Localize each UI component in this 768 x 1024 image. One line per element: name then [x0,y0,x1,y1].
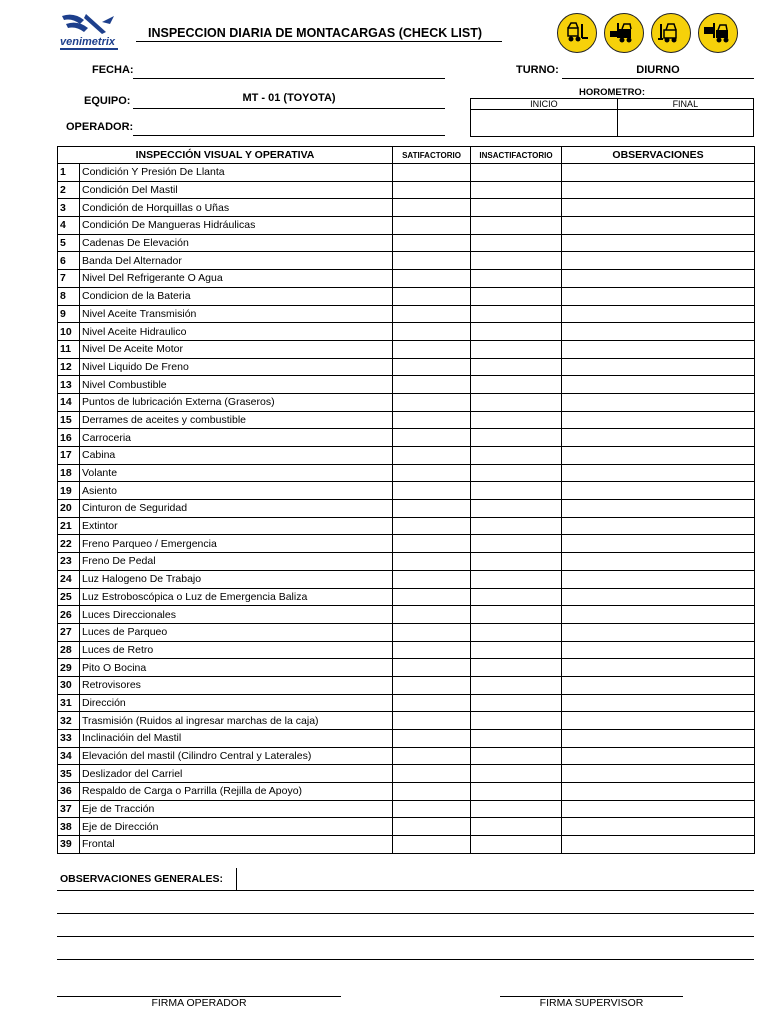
table-row [58,252,755,270]
insatisfactorio-cell[interactable] [471,606,562,624]
satisfactorio-cell[interactable] [393,641,471,659]
observaciones-cell[interactable] [562,447,755,465]
observaciones-line[interactable] [57,936,754,937]
row-item: Nivel Aceite Transmisión [80,305,393,323]
page-title: INSPECCION DIARIA DE MONTACARGAS (CHECK LIST) [148,26,483,40]
observaciones-cell[interactable] [562,694,755,712]
satisfactorio-cell[interactable] [393,800,471,818]
satisfactorio-cell[interactable] [393,606,471,624]
row-number: 32 [58,712,80,730]
row-item: Nivel Aceite Hidraulico [80,323,393,341]
observaciones-cell[interactable] [562,411,755,429]
row-item: Eje de Tracción [80,800,393,818]
table-row [58,588,755,606]
satisfactorio-cell[interactable] [393,553,471,571]
satisfactorio-cell[interactable] [393,783,471,801]
insatisfactorio-cell[interactable] [471,730,562,748]
header-observaciones: OBSERVACIONES [562,147,755,164]
satisfactorio-cell[interactable] [393,358,471,376]
satisfactorio-cell[interactable] [393,836,471,854]
observaciones-cell[interactable] [562,606,755,624]
inspection-table [57,146,755,854]
insatisfactorio-cell[interactable] [471,287,562,305]
row-item: Luz Halogeno De Trabajo [80,570,393,588]
observaciones-cell[interactable] [562,623,755,641]
final-label: FINAL [617,99,753,110]
table-row [58,500,755,518]
observaciones-divider [236,868,237,890]
turno-field[interactable] [562,78,754,79]
insatisfactorio-cell[interactable] [471,765,562,783]
row-number: 11 [58,340,80,358]
row-number: 24 [58,570,80,588]
row-number: 34 [58,747,80,765]
row-number: 29 [58,659,80,677]
insatisfactorio-cell[interactable] [471,429,562,447]
observaciones-cell[interactable] [562,252,755,270]
row-item: Luces Direccionales [80,606,393,624]
inicio-label: INICIO [471,99,618,110]
observaciones-line[interactable] [57,959,754,960]
row-number: 37 [58,800,80,818]
insatisfactorio-cell[interactable] [471,305,562,323]
row-item: Carroceria [80,429,393,447]
table-row [58,712,755,730]
row-item: Cabina [80,447,393,465]
row-number: 16 [58,429,80,447]
satisfactorio-cell[interactable] [393,765,471,783]
satisfactorio-cell[interactable] [393,447,471,465]
observaciones-cell[interactable] [562,358,755,376]
insatisfactorio-cell[interactable] [471,588,562,606]
row-item: Condición de Horquillas o Uñas [80,199,393,217]
horometro-table [470,98,754,137]
satisfactorio-cell[interactable] [393,517,471,535]
observaciones-cell[interactable] [562,482,755,500]
satisfactorio-cell[interactable] [393,464,471,482]
table-row [58,836,755,854]
table-row [58,358,755,376]
insatisfactorio-cell[interactable] [471,783,562,801]
insatisfactorio-cell[interactable] [471,411,562,429]
observaciones-cell[interactable] [562,199,755,217]
row-item: Freno Parqueo / Emergencia [80,535,393,553]
row-number: 6 [58,252,80,270]
header-satisfactorio: SATIFACTORIO [393,147,471,164]
logo-text: venimetrix [60,36,116,48]
table-row [58,641,755,659]
observaciones-cell[interactable] [562,570,755,588]
row-number: 17 [58,447,80,465]
row-item: Condición Y Presión De Llanta [80,164,393,182]
insatisfactorio-cell[interactable] [471,217,562,235]
insatisfactorio-cell[interactable] [471,818,562,836]
row-item: Cadenas De Elevación [80,234,393,252]
satisfactorio-cell[interactable] [393,588,471,606]
table-row [58,217,755,235]
satisfactorio-cell[interactable] [393,623,471,641]
insatisfactorio-cell[interactable] [471,517,562,535]
final-field[interactable] [617,110,753,137]
inicio-field[interactable] [471,110,618,137]
insatisfactorio-cell[interactable] [471,340,562,358]
satisfactorio-cell[interactable] [393,482,471,500]
operador-label: OPERADOR: [66,121,134,133]
insatisfactorio-cell[interactable] [471,234,562,252]
satisfactorio-cell[interactable] [393,429,471,447]
observaciones-cell[interactable] [562,164,755,182]
table-row [58,783,755,801]
insatisfactorio-cell[interactable] [471,535,562,553]
satisfactorio-cell[interactable] [393,340,471,358]
equipo-label: EQUIPO: [84,95,131,107]
row-item: Elevación del mastil (Cilindro Central y Laterales) [80,747,393,765]
row-number: 18 [58,464,80,482]
satisfactorio-cell[interactable] [393,500,471,518]
observaciones-generales-label: OBSERVACIONES GENERALES: [60,873,223,885]
row-number: 33 [58,730,80,748]
observaciones-cell[interactable] [562,287,755,305]
observaciones-cell[interactable] [562,836,755,854]
row-item: Dirección [80,694,393,712]
satisfactorio-cell[interactable] [393,164,471,182]
observaciones-cell[interactable] [562,676,755,694]
satisfactorio-cell[interactable] [393,323,471,341]
row-item: Condición Del Mastil [80,181,393,199]
row-item: Retrovisores [80,676,393,694]
table-row [58,747,755,765]
insatisfactorio-cell[interactable] [471,836,562,854]
satisfactorio-cell[interactable] [393,234,471,252]
satisfactorio-cell[interactable] [393,270,471,288]
satisfactorio-cell[interactable] [393,305,471,323]
satisfactorio-cell[interactable] [393,393,471,411]
row-item: Frontal [80,836,393,854]
observaciones-cell[interactable] [562,765,755,783]
insatisfactorio-cell[interactable] [471,393,562,411]
observaciones-cell[interactable] [562,659,755,677]
row-number: 7 [58,270,80,288]
insatisfactorio-cell[interactable] [471,199,562,217]
satisfactorio-cell[interactable] [393,535,471,553]
row-number: 5 [58,234,80,252]
forklift-icon [557,13,597,53]
observaciones-cell[interactable] [562,500,755,518]
observaciones-cell[interactable] [562,535,755,553]
row-number: 26 [58,606,80,624]
turno-label: TURNO: [516,64,559,76]
row-item: Luz Estroboscópica o Luz de Emergencia Baliza [80,588,393,606]
row-number: 22 [58,535,80,553]
row-item: Volante [80,464,393,482]
satisfactorio-cell[interactable] [393,659,471,677]
row-item: Derrames de aceites y combustible [80,411,393,429]
insatisfactorio-cell[interactable] [471,358,562,376]
row-number: 14 [58,393,80,411]
table-row [58,393,755,411]
observaciones-cell[interactable] [562,181,755,199]
row-number: 19 [58,482,80,500]
forklift-icon [604,13,644,53]
forklift-icon [698,13,738,53]
title-underline [136,41,502,42]
row-item: Cinturon de Seguridad [80,500,393,518]
row-number: 35 [58,765,80,783]
row-number: 8 [58,287,80,305]
table-row [58,606,755,624]
insatisfactorio-cell[interactable] [471,676,562,694]
insatisfactorio-cell[interactable] [471,323,562,341]
insatisfactorio-cell[interactable] [471,464,562,482]
table-row [58,376,755,394]
table-row [58,464,755,482]
forklift-icon [651,13,691,53]
insatisfactorio-cell[interactable] [471,270,562,288]
operador-field[interactable] [133,135,445,136]
row-number: 13 [58,376,80,394]
satisfactorio-cell[interactable] [393,712,471,730]
table-row [58,234,755,252]
table-row [58,287,755,305]
table-row [58,305,755,323]
satisfactorio-cell[interactable] [393,376,471,394]
observaciones-cell[interactable] [562,323,755,341]
table-row [58,199,755,217]
satisfactorio-cell[interactable] [393,199,471,217]
row-item: Condicion de la Bateria [80,287,393,305]
row-number: 36 [58,783,80,801]
row-item: Deslizador del Carriel [80,765,393,783]
observaciones-cell[interactable] [562,429,755,447]
row-item: Trasmisión (Ruidos al ingresar marchas de la caja) [80,712,393,730]
fecha-label: FECHA: [92,64,134,76]
table-row [58,270,755,288]
table-row [58,411,755,429]
turno-value: DIURNO [636,64,680,76]
forklift-icons [557,13,738,53]
row-item: Luces de Parqueo [80,623,393,641]
observaciones-cell[interactable] [562,747,755,765]
table-row [58,447,755,465]
insatisfactorio-cell[interactable] [471,447,562,465]
table-row [58,340,755,358]
row-number: 2 [58,181,80,199]
row-number: 23 [58,553,80,571]
observaciones-cell[interactable] [562,588,755,606]
row-item: Nivel Del Refrigerante O Agua [80,270,393,288]
insatisfactorio-cell[interactable] [471,659,562,677]
row-item: Respaldo de Carga o Parrilla (Rejilla de Apoyo) [80,783,393,801]
satisfactorio-cell[interactable] [393,818,471,836]
observaciones-cell[interactable] [562,393,755,411]
fecha-field[interactable] [133,78,445,79]
table-row [58,517,755,535]
insatisfactorio-cell[interactable] [471,500,562,518]
row-number: 10 [58,323,80,341]
header-insatisfactorio: INSACTIFACTORIO [471,147,562,164]
satisfactorio-cell[interactable] [393,747,471,765]
row-item: Nivel Combustible [80,376,393,394]
row-number: 1 [58,164,80,182]
satisfactorio-cell[interactable] [393,181,471,199]
row-item: Asiento [80,482,393,500]
table-row [58,164,755,182]
firma-operador-label: FIRMA OPERADOR [151,997,247,1009]
row-number: 38 [58,818,80,836]
insatisfactorio-cell[interactable] [471,164,562,182]
row-item: Puntos de lubricación Externa (Graseros) [80,393,393,411]
observaciones-cell[interactable] [562,217,755,235]
satisfactorio-cell[interactable] [393,570,471,588]
table-row [58,482,755,500]
equipo-value: MT - 01 (TOYOTA) [242,92,336,104]
row-item: Banda Del Alternador [80,252,393,270]
satisfactorio-cell[interactable] [393,287,471,305]
insatisfactorio-cell[interactable] [471,252,562,270]
observaciones-line[interactable] [57,890,754,891]
insatisfactorio-cell[interactable] [471,482,562,500]
observaciones-cell[interactable] [562,517,755,535]
row-number: 31 [58,694,80,712]
satisfactorio-cell[interactable] [393,411,471,429]
header-inspeccion: INSPECCIÓN VISUAL Y OPERATIVA [58,147,393,164]
horometro-label: HOROMETRO: [579,87,645,98]
observaciones-cell[interactable] [562,712,755,730]
insatisfactorio-cell[interactable] [471,570,562,588]
insatisfactorio-cell[interactable] [471,623,562,641]
equipo-field[interactable] [133,108,445,109]
observaciones-cell[interactable] [562,270,755,288]
observaciones-cell[interactable] [562,730,755,748]
row-number: 9 [58,305,80,323]
row-item: Freno De Pedal [80,553,393,571]
table-row [58,535,755,553]
row-number: 12 [58,358,80,376]
observaciones-cell[interactable] [562,340,755,358]
row-item: Nivel De Aceite Motor [80,340,393,358]
company-logo [58,10,122,54]
row-number: 39 [58,836,80,854]
table-row [58,818,755,836]
observaciones-cell[interactable] [562,376,755,394]
table-row [58,623,755,641]
insatisfactorio-cell[interactable] [471,641,562,659]
row-number: 4 [58,217,80,235]
table-row [58,800,755,818]
satisfactorio-cell[interactable] [393,676,471,694]
observaciones-cell[interactable] [562,464,755,482]
table-row [58,181,755,199]
row-item: Extintor [80,517,393,535]
row-item: Pito O Bocina [80,659,393,677]
row-item: Condición De Mangueras Hidráulicas [80,217,393,235]
row-number: 15 [58,411,80,429]
insatisfactorio-cell[interactable] [471,747,562,765]
row-number: 20 [58,500,80,518]
satisfactorio-cell[interactable] [393,694,471,712]
row-item: Luces de Retro [80,641,393,659]
row-item: Nivel Liquido De Freno [80,358,393,376]
insatisfactorio-cell[interactable] [471,376,562,394]
satisfactorio-cell[interactable] [393,252,471,270]
observaciones-cell[interactable] [562,641,755,659]
satisfactorio-cell[interactable] [393,217,471,235]
row-number: 3 [58,199,80,217]
table-row [58,765,755,783]
firma-supervisor-label: FIRMA SUPERVISOR [539,997,644,1009]
row-item: Eje de Dirección [80,818,393,836]
row-number: 30 [58,676,80,694]
insatisfactorio-cell[interactable] [471,553,562,571]
row-number: 25 [58,588,80,606]
row-number: 27 [58,623,80,641]
observaciones-cell[interactable] [562,800,755,818]
observaciones-cell[interactable] [562,783,755,801]
insatisfactorio-cell[interactable] [471,181,562,199]
table-row [58,553,755,571]
table-row [58,730,755,748]
satisfactorio-cell[interactable] [393,730,471,748]
table-row [58,429,755,447]
observaciones-cell[interactable] [562,305,755,323]
table-row [58,570,755,588]
row-item: Inclinacióin del Mastil [80,730,393,748]
observaciones-cell[interactable] [562,234,755,252]
row-number: 21 [58,517,80,535]
table-row [58,659,755,677]
insatisfactorio-cell[interactable] [471,694,562,712]
observaciones-cell[interactable] [562,553,755,571]
table-row [58,323,755,341]
observaciones-cell[interactable] [562,818,755,836]
insatisfactorio-cell[interactable] [471,712,562,730]
observaciones-line[interactable] [57,913,754,914]
table-row [58,694,755,712]
table-row [58,676,755,694]
row-number: 28 [58,641,80,659]
insatisfactorio-cell[interactable] [471,800,562,818]
